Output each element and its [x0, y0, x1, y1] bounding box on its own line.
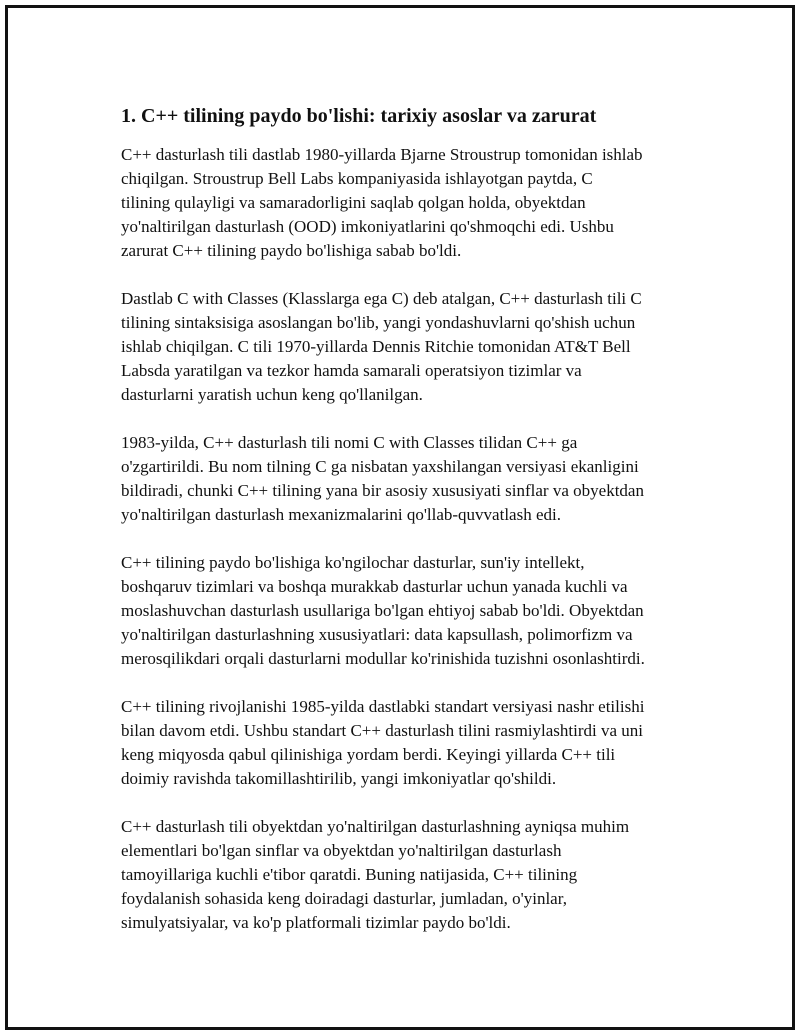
text-line: elementlari bo'lgan sinflar va obyektdan yo'naltirilgan dasturlash [121, 841, 562, 860]
text-line: bildiradi, chunki C++ tilining yana bir asosiy xususiyati sinflar va obyektdan [121, 481, 644, 500]
paragraph-4 [121, 551, 706, 671]
text-line: chiqilgan. Stroustrup Bell Labs kompaniyasida ishlayotgan paytda, C [121, 169, 593, 188]
paragraph-2 [121, 287, 706, 407]
text-line: tilining qulayligi va samaradorligini saqlab qolgan holda, obyektdan [121, 193, 586, 212]
text-line: tamoyillariga kuchli e'tibor qaratdi. Buning natijasida, C++ tilining [121, 865, 578, 884]
text-line: yo'naltirilgan dasturlash mexanizmalarini qo'llab-quvvatlash edi. [121, 505, 561, 524]
text-line: doimiy ravishda takomillashtirilib, yangi imkoniyatlar qo'shildi. [121, 769, 557, 788]
page-frame [5, 5, 795, 1030]
text-line: C++ dasturlash tili obyektdan yo'naltirilgan dasturlashning ayniqsa muhim [121, 817, 630, 836]
text-line: tilining sintaksisiga asoslangan bo'lib, yangi yondashuvlarni qo'shish uchun [121, 313, 636, 332]
text-line: moslashuvchan dasturlash usullariga bo'lgan ehtiyoj sabab bo'ldi. Obyektdan [121, 601, 644, 620]
text-line: yo'naltirilgan dasturlashning xususiyatlari: data kapsullash, polimorfizm va [121, 625, 633, 644]
section-heading: 1. C++ tilining paydo bo'lishi: tarixiy asoslar va zarurat [121, 105, 597, 127]
text-line: C++ tilining rivojlanishi 1985-yilda dastlabki standart versiyasi nashr etilishi [121, 697, 645, 716]
text-line: keng miqyosda qabul qilinishiga yordam berdi. Keyingi yillarda C++ tili [121, 745, 616, 764]
text-line: C++ dasturlash tili dastlab 1980-yillarda Bjarne Stroustrup tomonidan ishlab [121, 145, 643, 164]
paragraph-5 [121, 695, 706, 791]
paragraph-1 [121, 143, 706, 263]
text-line: simulyatsiyalar, va ko'p platformali tizimlar paydo bo'ldi. [121, 913, 511, 932]
text-line: zarurat C++ tilining paydo bo'lishiga sabab bo'ldi. [121, 241, 462, 260]
text-line: ishlab chiqilgan. C tili 1970-yillarda Dennis Ritchie tomonidan AT&T Bell [121, 337, 631, 356]
text-line: Labsda yaratilgan va tezkor hamda samarali operatsiyon tizimlar va [121, 361, 582, 380]
text-line: yo'naltirilgan dasturlash (OOD) imkoniyatlarini qo'shmoqchi edi. Ushbu [121, 217, 614, 236]
text-line: bilan davom etdi. Ushbu standart C++ dasturlash tilini rasmiylashtirdi va uni [121, 721, 644, 740]
text-line: Dastlab C with Classes (Klasslarga ega C) deb atalgan, C++ dasturlash tili C [121, 289, 642, 308]
text-line: 1983-yilda, C++ dasturlash tili nomi C with Classes tilidan C++ ga [121, 433, 578, 452]
text-line: C++ tilining paydo bo'lishiga ko'ngilochar dasturlar, sun'iy intellekt, [121, 553, 585, 572]
text-line: boshqaruv tizimlari va boshqa murakkab dasturlar uchun yanada kuchli va [121, 577, 628, 596]
paragraph-3 [121, 431, 706, 527]
document-body [121, 103, 706, 959]
paragraph-6 [121, 815, 706, 935]
text-line: o'zgartirildi. Bu nom tilning C ga nisbatan yaxshilangan versiyasi ekanligini [121, 457, 639, 476]
text-line: merosqilikdari orqali dasturlarni modullar ko'rinishida tuzishni osonlashtirdi. [121, 649, 645, 668]
text-line: foydalanish sohasida keng doiradagi dasturlar, jumladan, o'yinlar, [121, 889, 567, 908]
text-line: dasturlarni yaratish uchun keng qo'llanilgan. [121, 385, 423, 404]
